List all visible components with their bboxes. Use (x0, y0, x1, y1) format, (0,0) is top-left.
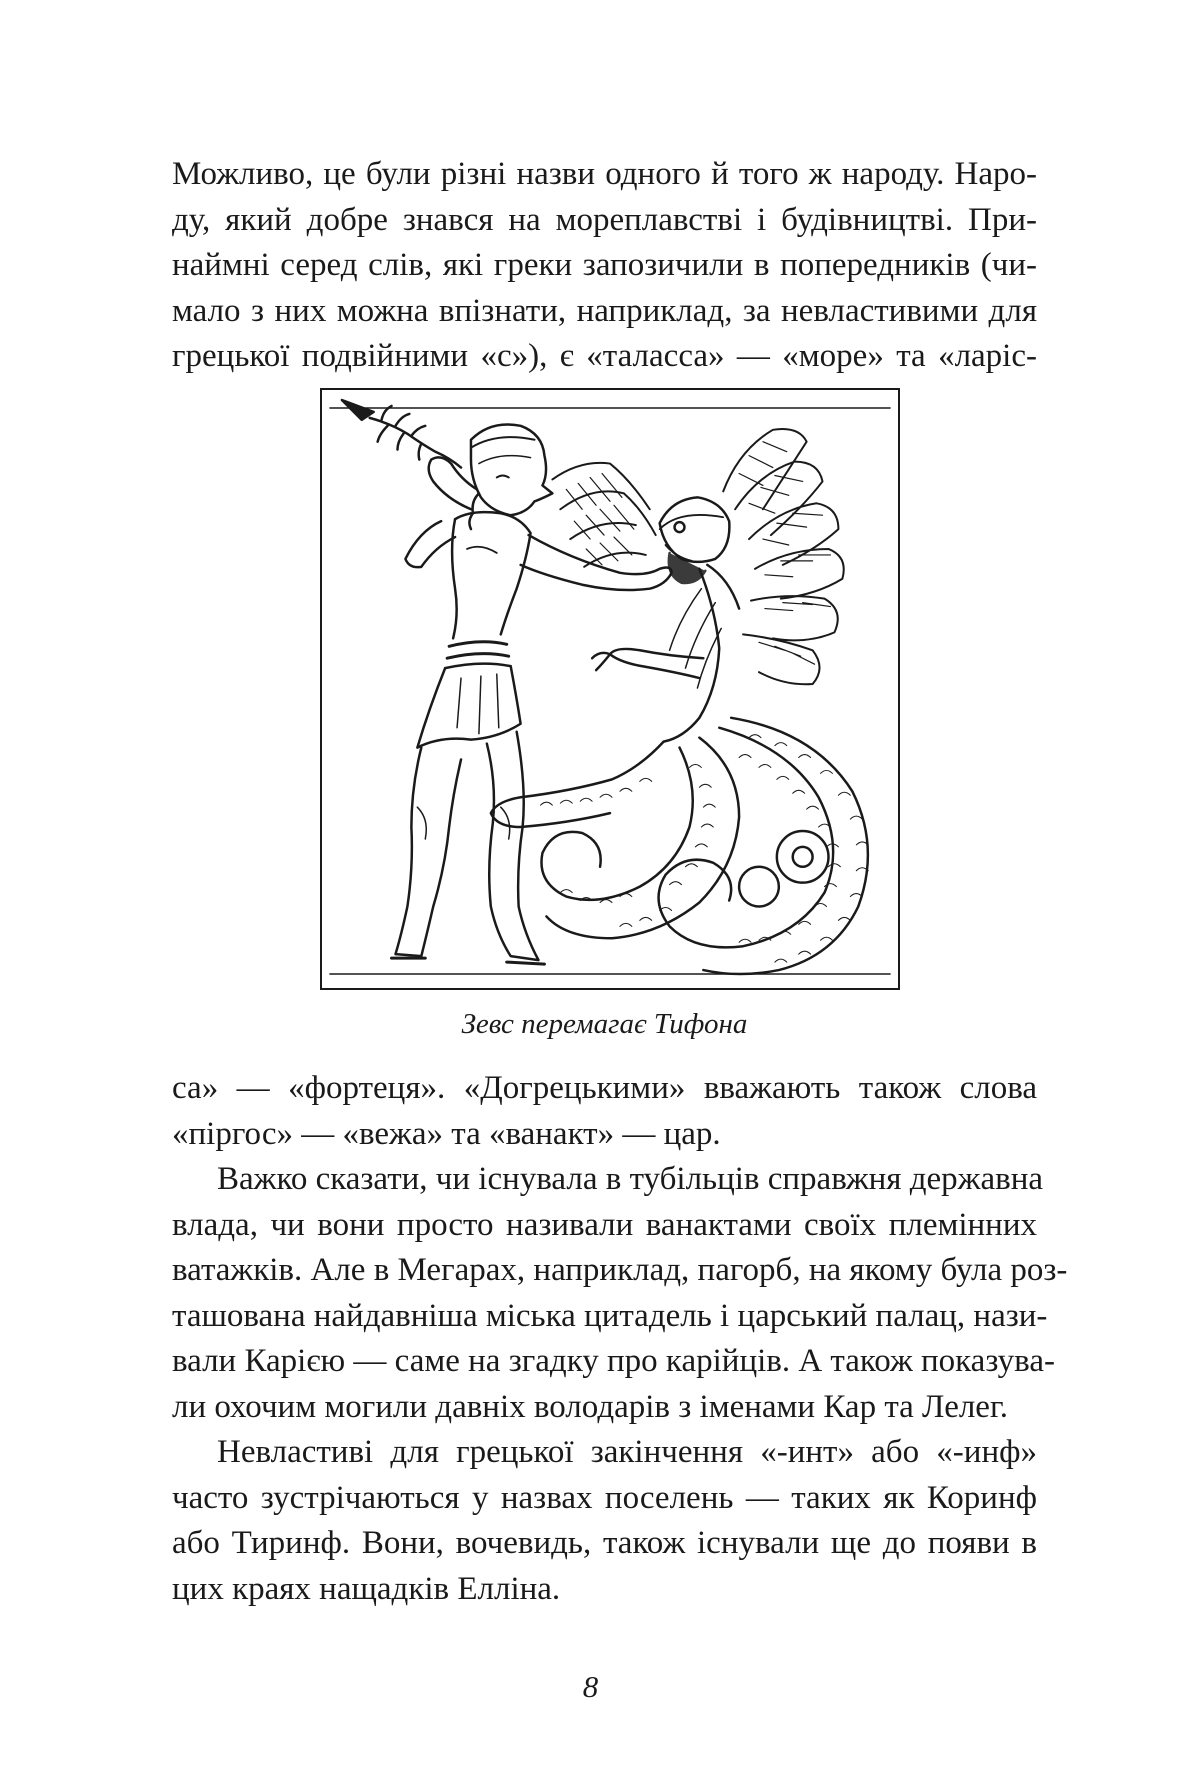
text-line: Невластиві для грецької закінчення «-инт» або «-инф» (217, 1434, 1037, 1470)
text-line: Важко сказати, чи існувала в тубільців справжня державна (217, 1161, 1043, 1197)
text-line: Можливо, це були різні назви одного й того ж народу. Наро- (172, 156, 1037, 192)
text-line: або Тиринф. Вони, вочевидь, також існували ще до появи в (172, 1525, 1037, 1561)
text-line: ташована найдавніша міська цитадель і царський палац, нази- (172, 1297, 1048, 1334)
zeus-typhon-drawing (322, 390, 898, 988)
paragraph-continued (172, 1066, 1037, 1157)
figure-caption: Зевс перемагає Тифона (461, 1008, 748, 1040)
text-line: ли охочим могили давніх володарів з іменами Кар та Лелег. (172, 1388, 1009, 1425)
text-line: цих краях нащадків Еллінa. (172, 1570, 561, 1607)
paragraph-3 (172, 1430, 1037, 1612)
text-line: вали Карією — саме на згадку про карійців. А також показува- (172, 1343, 1055, 1379)
text-line: ватажків. Але в Мегарах, наприклад, пагорб, на якому була роз- (172, 1252, 1068, 1288)
page-number: 8 (582, 1669, 599, 1704)
text-line: «піргос» — «вежа» та «ванакт» — цар. (172, 1115, 721, 1152)
text-block-top (172, 152, 1037, 380)
text-line: грецької подвійними «с»), є «таласса» — «море» та «ларіс- (172, 338, 1037, 374)
text-line: часто зустрічаються у назвах поселень — таких як Коринф (172, 1479, 1037, 1516)
paragraph-top (172, 152, 1037, 380)
text-line: влада, чи вони просто називали ванактами своїх племінних (172, 1206, 1037, 1243)
text-line: наймні серед слів, які греки запозичили в попередників (чи- (172, 247, 1037, 283)
paragraph-2 (172, 1157, 1068, 1430)
text-block-bottom (172, 1066, 1068, 1612)
text-line: са» — «фортеця». «Догрецькими» вважають також слова (172, 1070, 1037, 1106)
text-line: мало з них можна впізнати, наприклад, за невластивими для (172, 292, 1037, 329)
text-line: ду, який добре знався на мореплавстві і будівництві. При- (172, 201, 1037, 238)
illustration-zeus-typhon (320, 388, 900, 990)
